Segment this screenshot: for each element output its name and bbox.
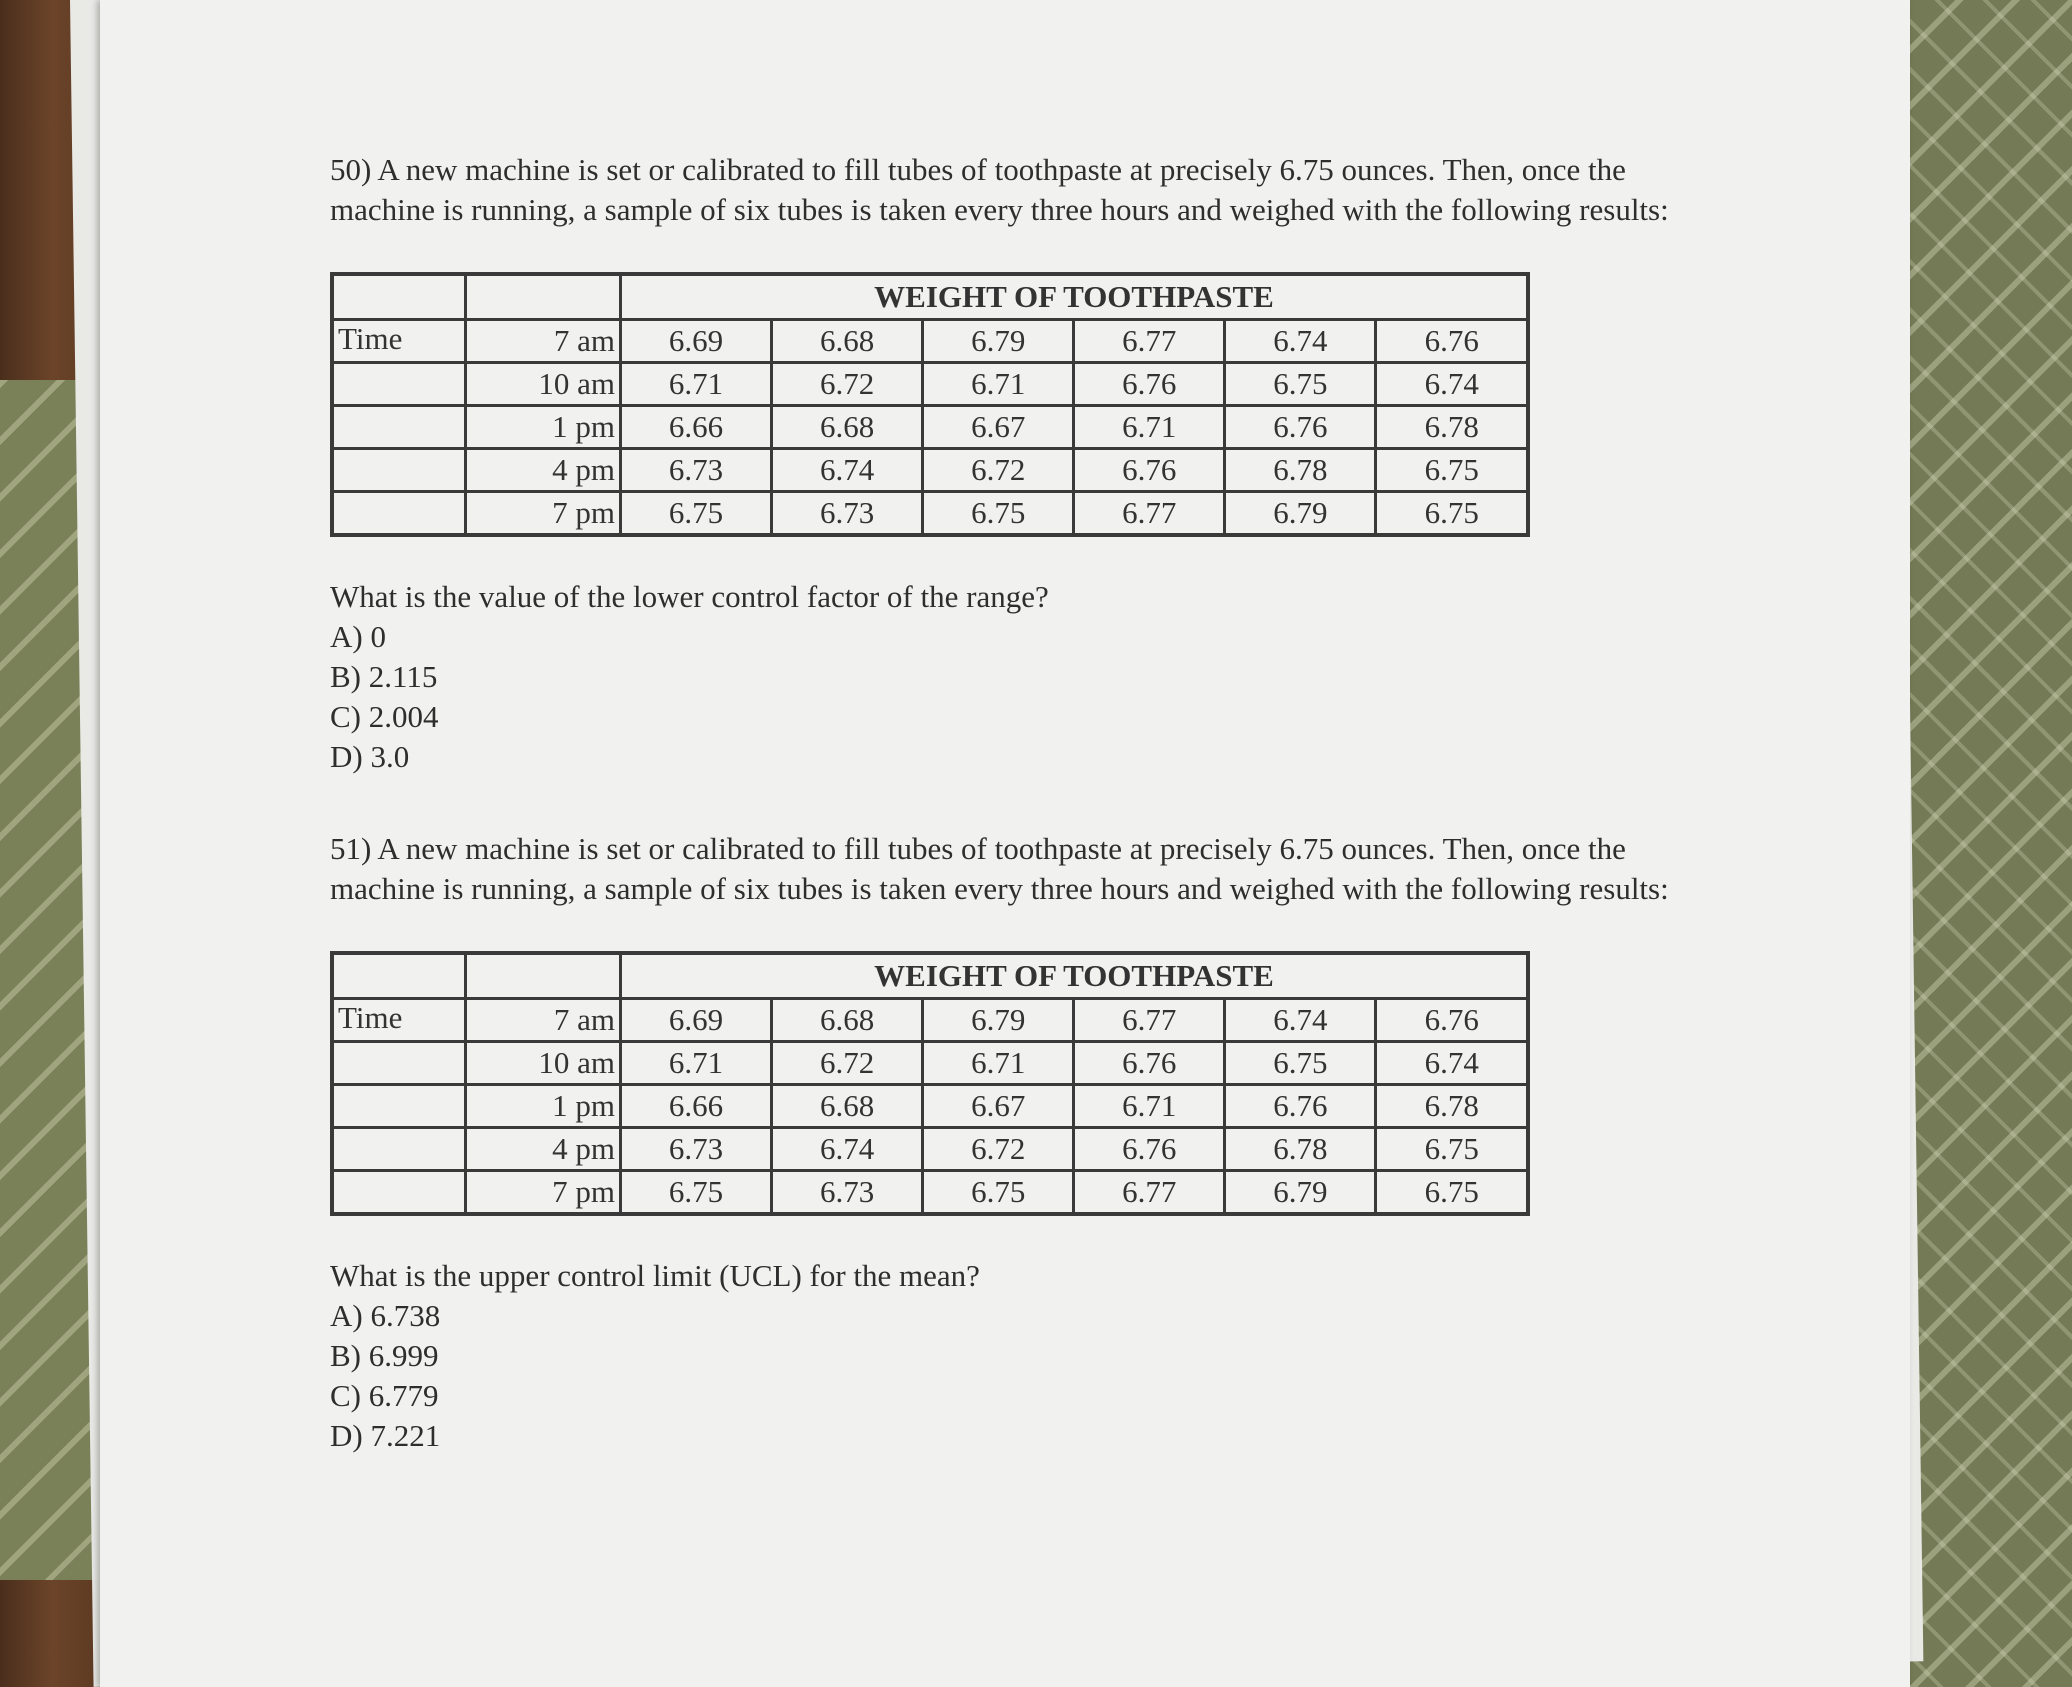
table-row <box>332 1085 1528 1128</box>
value-cell: 6.78 <box>1225 449 1376 492</box>
answer-choice-c: C) 2.004 <box>330 699 439 734</box>
empty-cell <box>332 1171 466 1215</box>
answer-choice-d: D) 7.221 <box>330 1418 441 1453</box>
table-row <box>332 363 1528 406</box>
value-cell: 6.78 <box>1376 406 1528 449</box>
value-cell: 6.76 <box>1074 1128 1225 1171</box>
answer-choice-a: A) 6.738 <box>330 1298 441 1333</box>
toothpaste-weight-table <box>330 272 1530 537</box>
value-cell: 6.75 <box>1376 1171 1528 1215</box>
worksheet-content <box>330 150 1790 1508</box>
question-text: 50) A new machine is set or calibrated to fill tubes of toothpaste at precisely 6.75 ounces. Then, once the machine is running, a sample of six tubes is taken every three hours and weighed with the following results: <box>330 152 1669 227</box>
value-cell: 6.77 <box>1074 999 1225 1042</box>
answer-choice-b: B) 2.115 <box>330 659 438 694</box>
value-cell: 6.69 <box>621 320 772 363</box>
empty-cell <box>332 1085 466 1128</box>
time-cell: 1 pm <box>466 1085 621 1128</box>
value-cell: 6.71 <box>1074 406 1225 449</box>
value-cell: 6.74 <box>772 1128 923 1171</box>
table-row <box>332 1042 1528 1085</box>
value-cell: 6.75 <box>621 1171 772 1215</box>
value-cell: 6.79 <box>923 999 1074 1042</box>
time-cell: 4 pm <box>466 449 621 492</box>
value-cell: 6.71 <box>923 363 1074 406</box>
value-cell: 6.75 <box>1225 1042 1376 1085</box>
empty-cell <box>332 492 466 536</box>
value-cell: 6.73 <box>772 1171 923 1215</box>
worksheet-page <box>100 0 1910 1687</box>
value-cell: 6.68 <box>772 406 923 449</box>
question-51 <box>330 829 1790 1456</box>
value-cell: 6.77 <box>1074 492 1225 536</box>
value-cell: 6.71 <box>923 1042 1074 1085</box>
empty-cell <box>332 274 466 320</box>
value-cell: 6.71 <box>621 1042 772 1085</box>
value-cell: 6.77 <box>1074 1171 1225 1215</box>
value-cell: 6.67 <box>923 406 1074 449</box>
value-cell: 6.75 <box>621 492 772 536</box>
question-prompt: What is the upper control limit (UCL) for the mean? <box>330 1258 980 1293</box>
empty-cell <box>332 1128 466 1171</box>
value-cell: 6.76 <box>1376 320 1528 363</box>
value-cell: 6.66 <box>621 406 772 449</box>
value-cell: 6.75 <box>923 492 1074 536</box>
answer-choices <box>330 617 1790 777</box>
answer-choice-a: A) 0 <box>330 619 386 654</box>
value-cell: 6.79 <box>1225 492 1376 536</box>
value-cell: 6.76 <box>1225 406 1376 449</box>
value-cell: 6.72 <box>772 1042 923 1085</box>
time-cell: 1 pm <box>466 406 621 449</box>
value-cell: 6.71 <box>621 363 772 406</box>
value-cell: 6.79 <box>923 320 1074 363</box>
table-header: WEIGHT OF TOOTHPASTE <box>621 274 1529 320</box>
time-cell: 10 am <box>466 1042 621 1085</box>
time-cell: 4 pm <box>466 1128 621 1171</box>
empty-cell <box>332 449 466 492</box>
value-cell: 6.73 <box>621 449 772 492</box>
question-text: 51) A new machine is set or calibrated to fill tubes of toothpaste at precisely 6.75 ounces. Then, once the machine is running, a sample of six tubes is taken every three hours and weighed with the following results: <box>330 831 1669 906</box>
value-cell: 6.67 <box>923 1085 1074 1128</box>
row-label: Time <box>332 999 466 1042</box>
value-cell: 6.76 <box>1225 1085 1376 1128</box>
table-row <box>332 1171 1528 1215</box>
value-cell: 6.75 <box>923 1171 1074 1215</box>
value-cell: 6.75 <box>1376 449 1528 492</box>
value-cell: 6.74 <box>1225 320 1376 363</box>
table-row <box>332 320 1528 363</box>
table-row <box>332 406 1528 449</box>
value-cell: 6.77 <box>1074 320 1225 363</box>
table-header-row <box>332 274 1528 320</box>
empty-cell <box>332 1042 466 1085</box>
time-cell: 7 am <box>466 999 621 1042</box>
row-label: Time <box>332 320 466 363</box>
table-row <box>332 999 1528 1042</box>
answer-choice-b: B) 6.999 <box>330 1338 439 1373</box>
value-cell: 6.75 <box>1376 1128 1528 1171</box>
table-row <box>332 449 1528 492</box>
time-cell: 7 pm <box>466 1171 621 1215</box>
time-cell: 7 am <box>466 320 621 363</box>
value-cell: 6.75 <box>1376 492 1528 536</box>
table-row <box>332 492 1528 536</box>
value-cell: 6.68 <box>772 320 923 363</box>
value-cell: 6.76 <box>1376 999 1528 1042</box>
value-cell: 6.73 <box>621 1128 772 1171</box>
empty-cell <box>332 406 466 449</box>
table-row <box>332 1128 1528 1171</box>
toothpaste-weight-table <box>330 951 1530 1216</box>
table-header-row <box>332 953 1528 999</box>
value-cell: 6.72 <box>772 363 923 406</box>
value-cell: 6.74 <box>1376 363 1528 406</box>
empty-cell <box>466 953 621 999</box>
answer-choices <box>330 1296 1790 1456</box>
value-cell: 6.76 <box>1074 1042 1225 1085</box>
time-cell: 10 am <box>466 363 621 406</box>
empty-cell <box>332 953 466 999</box>
value-cell: 6.74 <box>772 449 923 492</box>
value-cell: 6.74 <box>1376 1042 1528 1085</box>
question-50 <box>330 150 1790 777</box>
empty-cell <box>466 274 621 320</box>
empty-cell <box>332 363 466 406</box>
time-cell: 7 pm <box>466 492 621 536</box>
value-cell: 6.72 <box>923 1128 1074 1171</box>
table-header: WEIGHT OF TOOTHPASTE <box>621 953 1529 999</box>
value-cell: 6.69 <box>621 999 772 1042</box>
answer-choice-c: C) 6.779 <box>330 1378 439 1413</box>
value-cell: 6.68 <box>772 999 923 1042</box>
value-cell: 6.76 <box>1074 449 1225 492</box>
value-cell: 6.75 <box>1225 363 1376 406</box>
value-cell: 6.72 <box>923 449 1074 492</box>
question-prompt: What is the value of the lower control factor of the range? <box>330 579 1049 614</box>
value-cell: 6.74 <box>1225 999 1376 1042</box>
value-cell: 6.78 <box>1225 1128 1376 1171</box>
value-cell: 6.78 <box>1376 1085 1528 1128</box>
value-cell: 6.76 <box>1074 363 1225 406</box>
value-cell: 6.71 <box>1074 1085 1225 1128</box>
answer-choice-d: D) 3.0 <box>330 739 410 774</box>
value-cell: 6.79 <box>1225 1171 1376 1215</box>
value-cell: 6.73 <box>772 492 923 536</box>
value-cell: 6.66 <box>621 1085 772 1128</box>
value-cell: 6.68 <box>772 1085 923 1128</box>
